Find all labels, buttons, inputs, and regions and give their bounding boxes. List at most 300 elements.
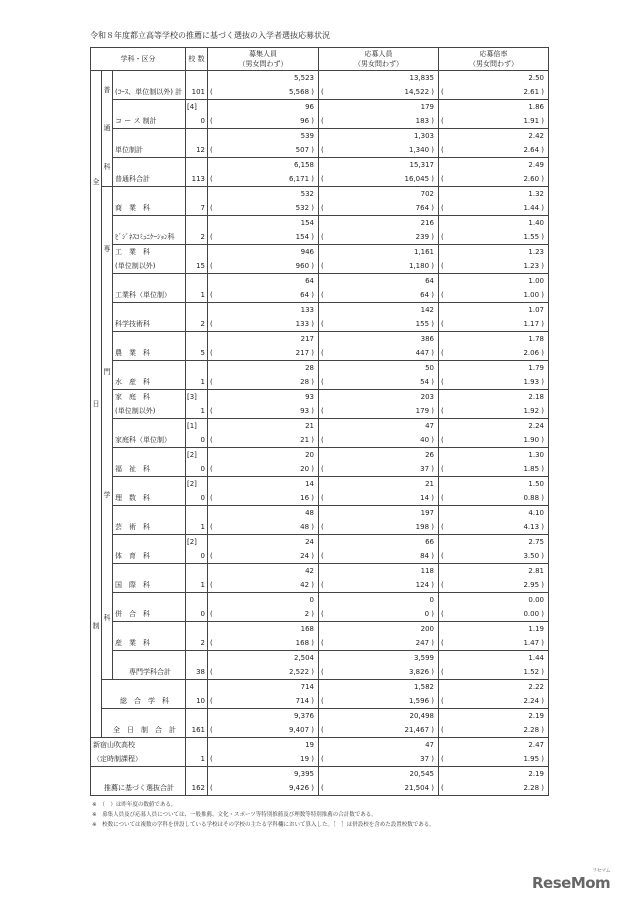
dept-name-cell [102, 709, 186, 738]
previous-value: 2.95 [523, 581, 540, 589]
table-row [91, 448, 549, 477]
previous-value: 1.23 [523, 262, 540, 270]
previous-year-value [208, 230, 318, 244]
dept-name-cell [113, 419, 186, 448]
paren-close: ) [309, 697, 314, 705]
paren-close: ) [429, 755, 434, 763]
current-value: 28 [305, 364, 314, 372]
school-count: 0 [200, 117, 205, 125]
previous-year-value [208, 201, 318, 215]
previous-year-value [439, 520, 548, 534]
previous-value: 28 [300, 378, 310, 386]
school-count: 12 [196, 146, 205, 154]
applicants-cell [319, 506, 439, 535]
paren-open: ( [210, 639, 213, 647]
paren-open: ( [441, 610, 444, 618]
paren-open: ( [441, 320, 444, 328]
incl-annex-count [186, 71, 207, 85]
previous-year-value [319, 85, 438, 99]
table-row [91, 216, 549, 245]
group-char: 日 [92, 400, 100, 408]
school-count: 1 [200, 755, 205, 763]
paren-close: ) [309, 349, 314, 357]
header-applicants [319, 48, 439, 71]
dept-name: (単位制以外) [115, 407, 156, 415]
previous-year-value [439, 346, 548, 360]
group-char: 通 [103, 124, 111, 133]
dept-name-cell [113, 158, 186, 187]
table-row [91, 738, 549, 767]
paren-close: ) [429, 291, 434, 299]
header-recruit-label: 募集人員 [249, 50, 277, 58]
current-value: 946 [300, 248, 314, 256]
dept-name: 普通科合計 [115, 175, 150, 183]
previous-value: 1.90 [523, 436, 540, 444]
ratio-cell [439, 535, 549, 564]
current-value: 26 [425, 451, 434, 459]
current-value: 2.18 [528, 393, 544, 401]
paren-close: ) [309, 233, 314, 241]
paren-open: ( [321, 639, 324, 647]
paren-close: ) [309, 581, 314, 589]
school-count: 2 [200, 320, 205, 328]
incl-annex-count [186, 216, 207, 230]
school-count-cell [186, 303, 208, 332]
school-count: 1 [200, 581, 205, 589]
paren-open: ( [321, 726, 324, 734]
previous-value: 16 [300, 494, 310, 502]
paren-open: ( [210, 668, 213, 676]
previous-year-value [208, 781, 318, 795]
previous-value: 48 [300, 523, 310, 531]
dept-name-line1 [104, 680, 185, 694]
previous-value: 40 [420, 436, 430, 444]
previous-year-value [439, 578, 548, 592]
paren-close: ) [309, 204, 314, 212]
paren-close: ) [309, 465, 314, 473]
current-value: 50 [425, 364, 434, 372]
paren-close: ) [429, 784, 434, 792]
previous-year-value [439, 259, 548, 273]
previous-year-value [319, 433, 438, 447]
dept-name-line1 [115, 361, 185, 375]
paren-close: ) [429, 552, 434, 560]
dept-name-cell [113, 303, 186, 332]
dept-name-line1: 新宿山吹高校 [93, 741, 135, 749]
previous-value: 6,171 [288, 175, 310, 183]
paren-close: ) [539, 349, 544, 357]
school-count: 38 [196, 668, 205, 676]
current-value: 1.44 [528, 654, 544, 662]
paren-close: ) [429, 697, 434, 705]
recruit-cell [208, 245, 319, 274]
school-count-cell [186, 651, 208, 680]
table-row [91, 419, 549, 448]
dept-name: ﾋﾞｼﾞﾈｽｺﾐｭﾆｹｰｼｮﾝ科 [115, 233, 175, 241]
current-value: 216 [420, 219, 434, 227]
current-value: 217 [300, 335, 314, 343]
previous-year-value [439, 375, 548, 389]
header-ratio-label: 応募倍率 [479, 50, 508, 58]
dept-name-cell [113, 390, 186, 419]
previous-value: 16,045 [404, 175, 430, 183]
table-row [91, 303, 549, 332]
table-header [91, 48, 549, 71]
group-label-zennichi [91, 71, 102, 738]
dept-name-line1 [115, 419, 185, 433]
applicants-cell [319, 274, 439, 303]
incl-annex-count [186, 361, 207, 375]
ratio-cell [439, 187, 549, 216]
previous-year-value [439, 404, 548, 418]
previous-year-value [319, 462, 438, 476]
paren-open: ( [441, 465, 444, 473]
previous-value: 14,522 [404, 88, 430, 96]
applicants-cell [319, 738, 439, 767]
previous-year-value [319, 491, 438, 505]
incl-annex-count [186, 622, 207, 636]
paren-open: ( [321, 697, 324, 705]
previous-value: 14 [420, 494, 430, 502]
school-count-cell [186, 361, 208, 390]
previous-value: 179 [415, 407, 430, 415]
current-value: 5,523 [293, 74, 314, 82]
school-count-cell [186, 332, 208, 361]
previous-value: 21,504 [404, 784, 430, 792]
table-row [91, 71, 549, 100]
current-value: 2.47 [528, 741, 544, 749]
school-count-cell [186, 535, 208, 564]
recruit-cell [208, 622, 319, 651]
footnote: ※ （ ）は昨年度の数値である。 [92, 802, 177, 808]
paren-open: ( [441, 436, 444, 444]
dept-name-line1 [115, 477, 185, 491]
paren-close: ) [539, 581, 544, 589]
current-value: 133 [300, 306, 314, 314]
previous-value: 2.06 [523, 349, 540, 357]
paren-close: ) [539, 146, 544, 154]
previous-value: 1.44 [523, 204, 540, 212]
table-row [91, 477, 549, 506]
header-ratio-sub: （男女問わず） [469, 60, 518, 68]
header-applicants-sub: （男女問わず） [354, 60, 403, 68]
paren-close: ) [539, 117, 544, 125]
previous-year-value [319, 230, 438, 244]
recruit-cell [208, 709, 319, 738]
paren-close: ) [309, 494, 314, 502]
dept-name-cell [91, 767, 186, 796]
paren-close: ) [429, 88, 434, 96]
current-value: 47 [425, 422, 434, 430]
applicants-cell [319, 477, 439, 506]
school-count: 0 [200, 436, 205, 444]
current-value: 2.19 [528, 712, 544, 720]
paren-close: ) [429, 204, 434, 212]
previous-year-value [208, 85, 318, 99]
paren-open: ( [321, 233, 324, 241]
paren-open: ( [441, 523, 444, 531]
previous-value: 5,568 [288, 88, 310, 96]
incl-annex-count: [2] [187, 451, 197, 459]
current-value: 0 [429, 596, 434, 604]
previous-year-value [439, 288, 548, 302]
header-ratio [439, 48, 549, 71]
previous-year-value [319, 404, 438, 418]
dept-name-line1 [93, 767, 185, 781]
previous-year-value [208, 288, 318, 302]
dept-name-line1 [115, 274, 185, 288]
previous-year-value [208, 694, 318, 708]
incl-annex-count [186, 709, 207, 723]
paren-close: ) [309, 552, 314, 560]
current-value: 1.00 [528, 277, 544, 285]
dept-name-line1 [115, 564, 185, 578]
previous-value: 1,180 [408, 262, 430, 270]
previous-year-value [439, 114, 548, 128]
paren-close: ) [309, 407, 314, 415]
paren-open: ( [210, 755, 213, 763]
current-value: 2.75 [528, 538, 544, 546]
current-value: 42 [305, 567, 314, 575]
current-value: 4.10 [528, 509, 544, 517]
paren-close: ) [429, 320, 434, 328]
previous-value: 21 [300, 436, 310, 444]
ratio-cell [439, 593, 549, 622]
paren-open: ( [210, 726, 213, 734]
paren-open: ( [321, 146, 324, 154]
previous-year-value [439, 201, 548, 215]
recruit-cell [208, 680, 319, 709]
incl-annex-count [186, 651, 207, 665]
paren-open: ( [441, 755, 444, 763]
previous-value: 217 [295, 349, 310, 357]
paren-open: ( [321, 755, 324, 763]
school-count: 1 [200, 291, 205, 299]
current-value: 93 [305, 393, 314, 401]
previous-year-value [439, 143, 548, 157]
current-value: 2,504 [293, 654, 314, 662]
table-row [91, 274, 549, 303]
previous-value: 19 [300, 755, 310, 763]
paren-close: ) [429, 465, 434, 473]
applicants-cell [319, 419, 439, 448]
paren-open: ( [441, 668, 444, 676]
paren-close: ) [539, 436, 544, 444]
current-value: 19 [305, 741, 314, 749]
paren-open: ( [210, 494, 213, 502]
previous-value: 960 [295, 262, 310, 270]
school-count-cell [186, 419, 208, 448]
ratio-cell [439, 448, 549, 477]
previous-value: 154 [295, 233, 310, 241]
paren-open: ( [321, 204, 324, 212]
paren-close: ) [539, 320, 544, 328]
dept-name-cell [113, 361, 186, 390]
school-count: 162 [191, 784, 205, 792]
ratio-cell [439, 680, 549, 709]
paren-close: ) [539, 494, 544, 502]
paren-open: ( [210, 320, 213, 328]
dept-name-line1 [115, 187, 185, 201]
previous-value: 532 [295, 204, 310, 212]
table-row [91, 361, 549, 390]
current-value: 96 [305, 103, 314, 111]
school-count-cell [186, 129, 208, 158]
paren-close: ) [309, 784, 314, 792]
application-status-table [90, 47, 549, 796]
paren-open: ( [210, 233, 213, 241]
school-count-cell [186, 390, 208, 419]
ratio-cell [439, 245, 549, 274]
header-recruit [208, 48, 319, 71]
current-value: 21 [425, 480, 434, 488]
school-count: 15 [196, 262, 205, 270]
table-row [91, 506, 549, 535]
paren-close: ) [429, 349, 434, 357]
previous-year-value [208, 607, 318, 621]
dept-name-line1 [115, 651, 185, 665]
dept-name: 水 産 科 [115, 378, 150, 386]
school-count: 101 [191, 88, 205, 96]
table-row [91, 100, 549, 129]
ratio-cell [439, 332, 549, 361]
previous-value: 1,340 [408, 146, 430, 154]
applicants-cell [319, 593, 439, 622]
current-value: 2.24 [528, 422, 544, 430]
school-count-cell [186, 216, 208, 245]
paren-open: ( [441, 175, 444, 183]
paren-open: ( [321, 262, 324, 270]
current-value: 386 [420, 335, 434, 343]
paren-close: ) [309, 726, 314, 734]
current-value: 20 [305, 451, 314, 459]
previous-year-value [208, 259, 318, 273]
table-row [91, 390, 549, 419]
paren-open: ( [210, 175, 213, 183]
ratio-cell [439, 419, 549, 448]
applicants-cell [319, 303, 439, 332]
school-count-cell [186, 680, 208, 709]
previous-year-value [319, 694, 438, 708]
paren-open: ( [210, 117, 213, 125]
current-value: 154 [300, 219, 314, 227]
paren-open: ( [210, 88, 213, 96]
header-dept: 学科・区分 [91, 48, 186, 71]
group-char: 科 [103, 162, 111, 171]
current-value: 1.78 [528, 335, 544, 343]
paren-open: ( [321, 88, 324, 96]
current-value: 1.30 [528, 451, 544, 459]
dept-name-cell [113, 448, 186, 477]
current-value: 200 [420, 625, 434, 633]
current-value: 2.19 [528, 770, 544, 778]
dept-name-cell [113, 651, 186, 680]
table-row [91, 564, 549, 593]
school-count: 0 [200, 494, 205, 502]
table-row [91, 535, 549, 564]
previous-year-value [319, 375, 438, 389]
incl-annex-count: [1] [187, 422, 197, 430]
dept-name-cell [113, 506, 186, 535]
school-count: 113 [191, 175, 205, 183]
current-value: 2.81 [528, 567, 544, 575]
current-value: 118 [420, 567, 434, 575]
paren-close: ) [539, 204, 544, 212]
previous-value: 1.91 [523, 117, 540, 125]
school-count: 0 [200, 465, 205, 473]
paren-open: ( [441, 117, 444, 125]
school-count: 2 [200, 639, 205, 647]
footnote: ※ 募集人員及び応募人員については、一般推薦、文化・スポーツ等特別推薦及び理数等特別推薦の合計数である。 [92, 812, 377, 818]
paren-close: ) [429, 581, 434, 589]
header-recruit-sub: （男女問わず） [238, 60, 288, 68]
recruit-cell [208, 535, 319, 564]
paren-close: ) [539, 233, 544, 241]
dept-name-cell [113, 564, 186, 593]
paren-open: ( [441, 262, 444, 270]
dept-name: 理 数 科 [115, 494, 150, 502]
incl-annex-count [186, 274, 207, 288]
paren-open: ( [321, 117, 324, 125]
previous-year-value [439, 172, 548, 186]
group-char: 科 [103, 613, 111, 622]
previous-year-value [439, 317, 548, 331]
recruit-cell [208, 419, 319, 448]
current-value: 66 [425, 538, 434, 546]
applicants-cell [319, 187, 439, 216]
applicants-cell [319, 651, 439, 680]
incl-annex-count: [2] [187, 480, 197, 488]
dept-name-line1 [115, 216, 185, 230]
previous-year-value [439, 230, 548, 244]
recruit-cell [208, 593, 319, 622]
current-value: 47 [425, 741, 434, 749]
school-count-cell [186, 245, 208, 274]
recruit-cell [208, 332, 319, 361]
current-value: 2.50 [528, 74, 544, 82]
dept-name-line1 [115, 622, 185, 636]
previous-value: 714 [295, 697, 310, 705]
group-label-senmon [102, 187, 113, 680]
dept-name-line1 [115, 158, 185, 172]
incl-annex-count [186, 158, 207, 172]
paren-close: ) [429, 436, 434, 444]
previous-year-value [208, 114, 318, 128]
school-count-cell [186, 738, 208, 767]
paren-open: ( [441, 407, 444, 415]
previous-value: 133 [295, 320, 310, 328]
previous-value: 168 [295, 639, 310, 647]
paren-open: ( [321, 436, 324, 444]
current-value: 2.49 [528, 161, 544, 169]
current-value: 14 [305, 480, 314, 488]
ratio-cell [439, 390, 549, 419]
recruit-cell [208, 303, 319, 332]
current-value: 142 [420, 306, 434, 314]
previous-year-value [208, 375, 318, 389]
paren-open: ( [321, 175, 324, 183]
table-row [91, 709, 549, 738]
dept-name-line1 [115, 129, 185, 143]
paren-close: ) [539, 784, 544, 792]
paren-close: ) [309, 523, 314, 531]
recruit-cell [208, 651, 319, 680]
current-value: 64 [425, 277, 434, 285]
paren-open: ( [210, 784, 213, 792]
applicants-cell [319, 535, 439, 564]
previous-year-value [208, 491, 318, 505]
dept-name: 単位制計 [115, 146, 143, 154]
